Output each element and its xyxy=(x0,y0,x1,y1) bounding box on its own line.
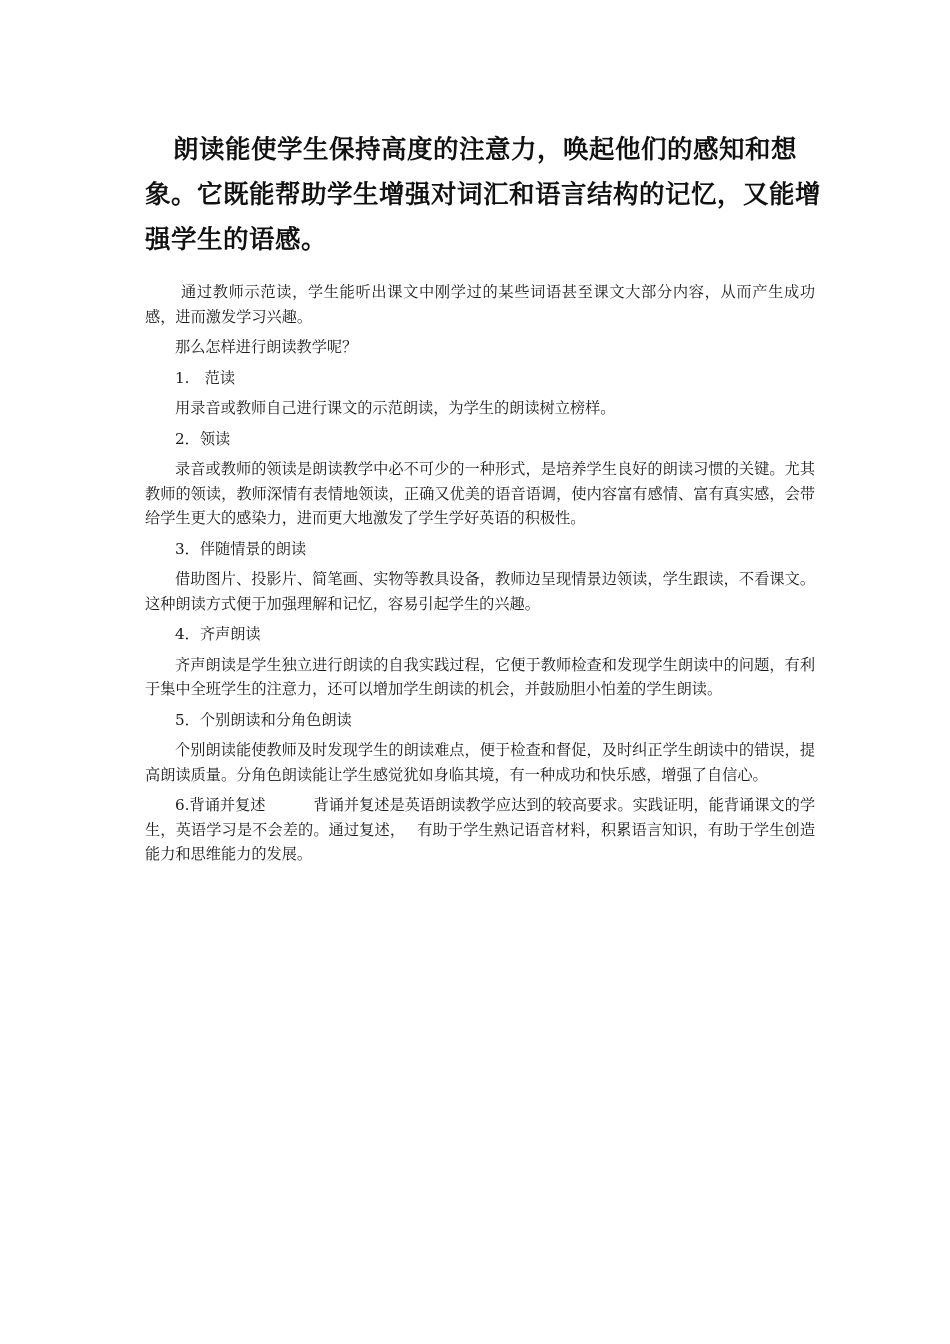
intro-paragraph: 通过教师示范读，学生能听出课文中刚学过的某些词语甚至课文大部分内容，从而产生成功感，进而激发学习兴趣。 xyxy=(145,283,815,326)
section-heading-3: 3．伴随情景的朗读 xyxy=(175,539,307,558)
section-heading-1: 1. 范读 xyxy=(175,368,236,387)
document-body xyxy=(145,280,815,873)
section-text-1: 用录音或教师自己进行课文的示范朗读，为学生的朗读树立榜样。 xyxy=(175,399,616,417)
section-text-2: 录音或教师的领读是朗读教学中必不可少的一种形式，是培养学生良好的朗读习惯的关键。尤其教师的领读，教师深情有表情地领读，正确又优美的语音语调，使内容富有感情、富有真实感，会带给学生更大的感染力，进而更大地激发了学生学好英语的积极性。 xyxy=(145,460,815,527)
section-text-4: 齐声朗读是学生独立进行朗读的自我实践过程，它便于教师检查和发现学生朗读中的问题，有利于集中全班学生的注意力，还可以增加学生朗读的机会，并鼓励胆小怕羞的学生朗读。 xyxy=(145,655,815,698)
section-text-6a: 背诵并复述是英语朗读教学应达到的较高要求。实践证明，能背诵课文的学生，英语学习是不会差的。通过复述， xyxy=(145,796,816,839)
section-heading-6: 6.背诵并复述 xyxy=(175,796,266,814)
section-heading-2: 2．领读 xyxy=(175,429,231,448)
question-paragraph: 那么怎样进行朗读教学呢？ xyxy=(175,338,358,356)
section-heading-5: 5．个别朗读和分角色朗读 xyxy=(175,710,352,729)
lead-indent xyxy=(145,135,173,165)
section-text-6b: 有助于学生熟记语音材料，积累语言知识，有助于学生创造能力和思维能力的发展。 xyxy=(145,820,816,863)
lead-text: 朗读能使学生保持高度的注意力，唤起他们的感知和想象。它既能帮助学生增强对词汇和语言结构的记忆，又能增强学生的语感。 xyxy=(145,135,822,255)
lead-paragraph xyxy=(145,128,835,263)
section-text-3: 借助图片、投影片、简笔画、实物等教具设备，教师边呈现情景边领读，学生跟读，不看课文。这种朗读方式便于加强理解和记忆，容易引起学生的兴趣。 xyxy=(145,570,815,613)
section-heading-4: 4．齐声朗读 xyxy=(175,625,261,643)
section-6-paragraph xyxy=(145,793,815,867)
section-text-5: 个别朗读能使教师及时发现学生的朗读难点，便于检查和督促，及时纠正学生朗读中的错误，提高朗读质量。分角色朗读能让学生感觉犹如身临其境，有一种成功和快乐感，增强了自信心。 xyxy=(145,741,815,784)
